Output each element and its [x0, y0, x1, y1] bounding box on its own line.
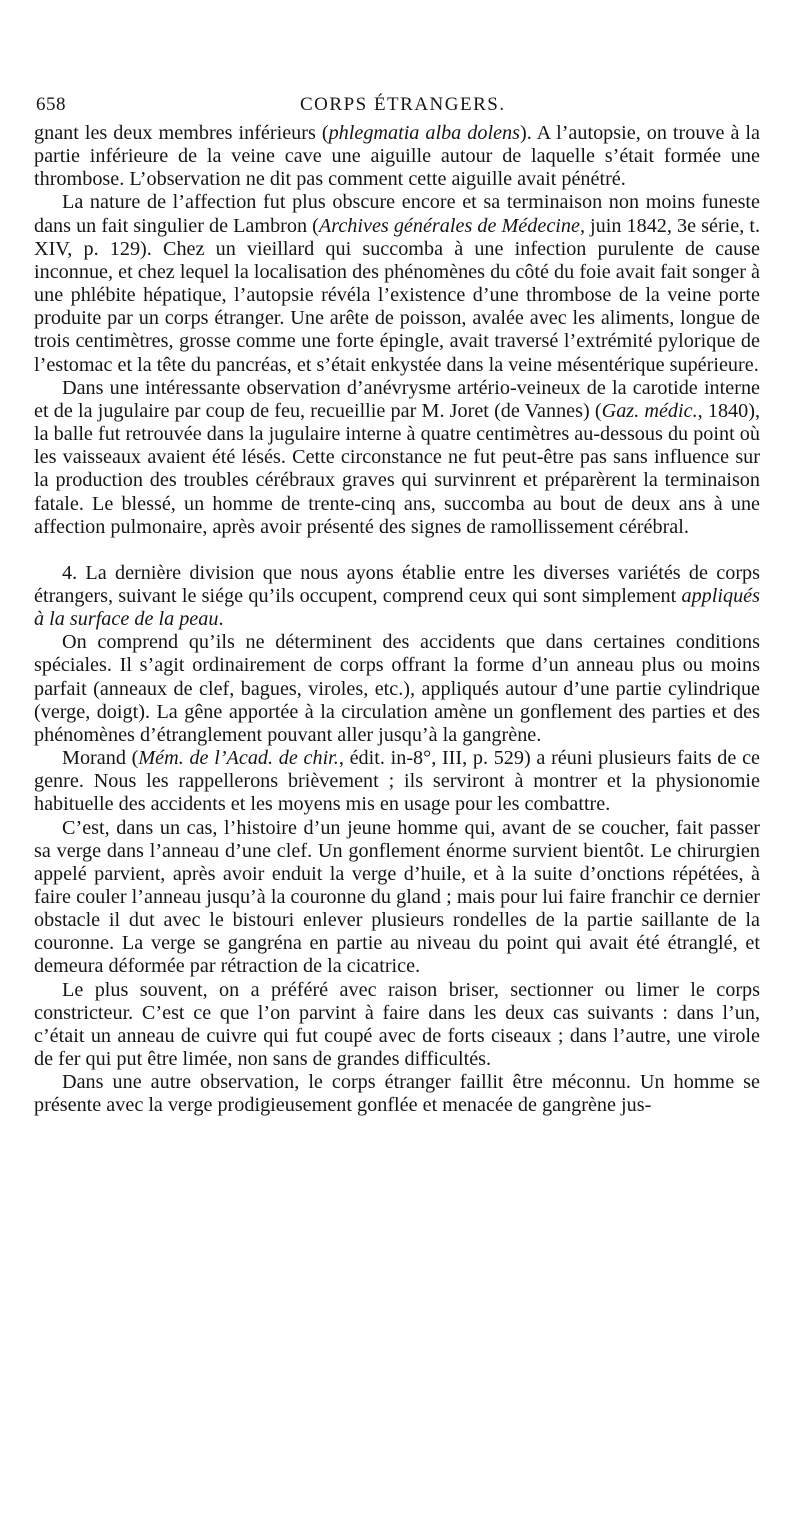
- text-run: C’est, dans un cas, l’histoire d’un jeune homme qui, avant de se coucher, fait passer sa verge dans l’anneau d’une clef. Un gonflement énorme survient bientôt. Le chirurgien appelé parvient, après avoir enduit la verge d’huile, et à la suite d’onctions répétées, à faire couler l’anneau jusqu’à la couronne du gland ; mais pour lui faire franchir ce dernier obstacle il dut avec le bistouri enlever plusieurs rondelles de la partie saillante de la couronne. La verge se gangréna en partie au niveau du point qui avait été étranglé, et demeura déformée par rétraction de la cicatrice.: [34, 816, 760, 978]
- text-run: , édit. in-8°, III, p. 529) a réuni plusieurs faits de ce genre. Nous les rappellerons brièvement ; ils serviront à montrer et la physionomie habituelle des accidents et les moyens mis en usage pour les combattre.: [34, 747, 760, 816]
- paragraph: [34, 817, 760, 979]
- running-title: CORPS ÉTRANGERS.: [300, 94, 506, 115]
- body-text: [34, 122, 760, 1118]
- text-run: Morand (: [62, 747, 139, 770]
- text-run: , 1840), la balle fut retrouvée dans la jugulaire interne à quatre centimètres au-dessous du point où les vaisseaux avaient été lésés. Cette circonstance ne fut peut-être pas sans influence sur la production des troubles cérébraux graves qui survinrent et préparèrent la terminaison fatale. Le blessé, un homme de trente-cinq ans, succomba au bout de deux ans à une affection pulmonaire, après avoir présenté des signes de ramollissement cérébral.: [34, 399, 760, 538]
- text-run: ). A l’autopsie, on trouve à la partie inférieure de la veine cave une aiguille autour de laquelle s’était formée une thrombose. L’observation ne dit pas comment cette aiguille avait pénétré.: [34, 122, 761, 191]
- text-run: Le plus souvent, on a préféré avec raison briser, sectionner ou limer le corps constricteur. C’est ce que l’on parvint à faire dans les deux cas suivants : dans l’un, c’était un anneau de cuivre qui fut coupé avec de forts ciseaux ; dans l’autre, une virole de fer qui put être limée, non sans de grandes difficultés.: [34, 978, 760, 1071]
- italic-text: Mém. de l’Acad. de chir.: [138, 747, 339, 770]
- text-run: Dans une autre observation, le corps étranger faillit être méconnu. Un homme se présente avec la verge prodigieusement gonflée et menacée de gangrène jus-: [34, 1071, 760, 1117]
- text-run: Dans une intéressante observation d’anévrysme artério-veineux de la carotide interne et de la jugulaire par coup de feu, recueillie par M. Joret (de Vannes) (: [34, 376, 760, 422]
- text-run: La nature de l’affection fut plus obscure encore et sa terminaison non moins funeste dans un fait singulier de Lambron (: [34, 191, 760, 237]
- paragraph: [34, 631, 760, 747]
- paragraph: [34, 1071, 760, 1117]
- text-run: 4. La dernière division que nous ayons établie entre les diverses variétés de corps étrangers, suivant le siége qu’ils occupent, comprend ceux qui sont simplement: [34, 561, 760, 607]
- paragraph: [34, 979, 760, 1072]
- text-run: .: [218, 608, 224, 631]
- page-number: 658: [36, 94, 66, 115]
- page-header: [36, 94, 758, 120]
- paragraph: [34, 191, 760, 376]
- paragraph: [34, 747, 760, 816]
- italic-text: phlegmatia alba dolens: [328, 122, 520, 144]
- italic-text: appliqués à la surface de la peau: [34, 584, 760, 631]
- paragraph: [34, 122, 760, 191]
- paragraph: [34, 377, 760, 539]
- text-run: juin 1842, 3e série, t. XIV, p. 129). Chez un vieillard qui succomba à une infection purulente de cause inconnue, et chez lequel la localisation des phénomènes du côté du foie avait fait songer à une phlébite hépatique, l’autopsie révéla l’existence d’une thrombose de la veine porte produite par un corps étranger. Une arête de poisson, avalée avec les aliments, longue de trois centimètres, grosse comme une forte épingle, avait traversé l’extrémité pylorique de l’estomac et la tête du pancréas, et s’était enkystée dans la veine mésentérique supérieure.: [34, 214, 760, 376]
- section-paragraph: [34, 562, 760, 631]
- italic-text: Archives générales de Médecine,: [318, 214, 585, 237]
- text-run: gnant les deux membres inférieurs (: [34, 122, 329, 144]
- italic-text: Gaz. médic.: [601, 399, 698, 422]
- text-run: On comprend qu’ils ne déterminent des accidents que dans certaines conditions spéciales. Il s’agit ordinairement de corps offrant la forme d’un anneau plus ou moins parfait (anneaux de clef, bagues, viroles, etc.), appliqués autour d’une partie cylindrique (verge, doigt). La gêne apportée à la circulation amène un gonflement des parties et des phénomènes d’étranglement pouvant aller jusqu’à la gangrène.: [34, 631, 760, 746]
